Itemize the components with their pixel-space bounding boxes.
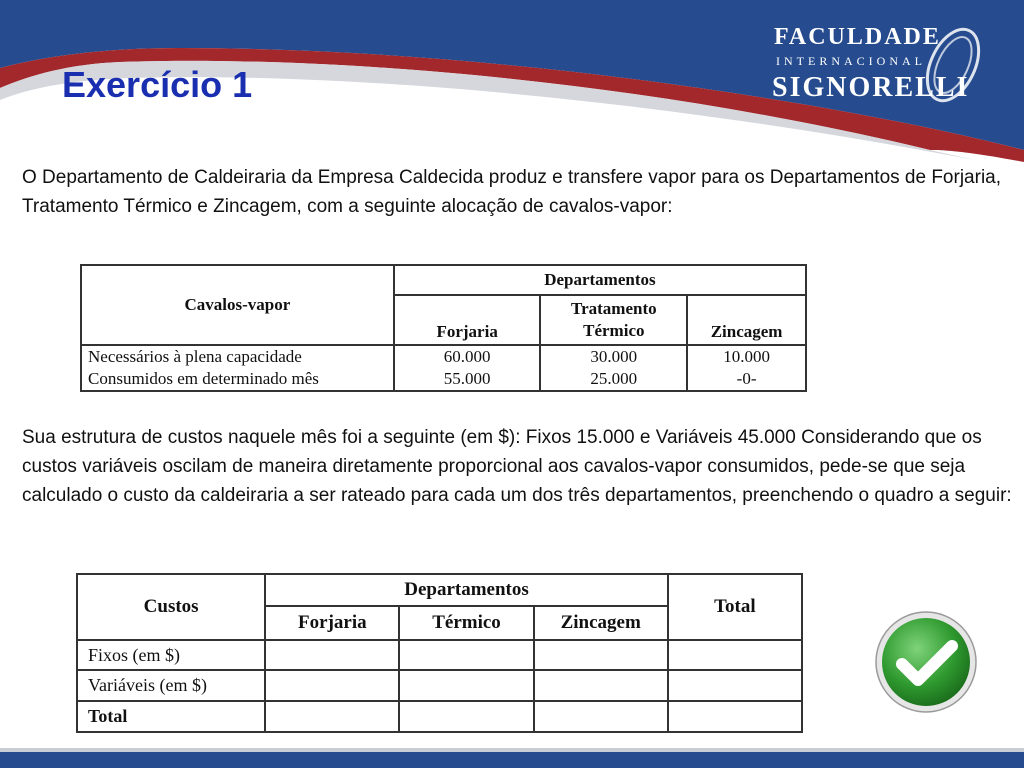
column-header: Zincagem xyxy=(534,606,668,640)
group-header: Departamentos xyxy=(394,265,806,295)
empty-cell xyxy=(399,670,533,701)
table-row-header: Cavalos-vapor xyxy=(81,265,394,345)
column-header: Térmico xyxy=(399,606,533,640)
total-header: Total xyxy=(668,574,802,640)
row-label: Fixos (em $) xyxy=(77,640,265,670)
empty-cell xyxy=(668,640,802,670)
table-row-header: Custos xyxy=(77,574,265,640)
page-title: Exercício 1 xyxy=(62,64,253,105)
cell-value: 60.000 xyxy=(394,345,541,368)
row-label: Total xyxy=(77,701,265,732)
column-header: Forjaria xyxy=(394,295,541,345)
empty-cell xyxy=(534,701,668,732)
intro-paragraph: O Departamento de Caldeiraria da Empresa Caldecida produz e transfere vapor para os Departamentos de Forjaria, Tratamento Térmico e Zincagem, com a seguinte alocação de cavalos-vapor: xyxy=(22,167,1002,217)
logo-ring-icon xyxy=(918,22,988,108)
institution-logo: FACULDADE INTERNACIONAL SIGNORELLI xyxy=(768,20,998,110)
table-row xyxy=(81,368,806,391)
cell-value: 30.000 xyxy=(540,345,687,368)
empty-cell xyxy=(265,670,399,701)
cell-value: -0- xyxy=(687,368,806,391)
row-label: Necessários à plena capacidade xyxy=(81,345,394,368)
empty-cell xyxy=(265,701,399,732)
cell-value: 25.000 xyxy=(540,368,687,391)
table-row xyxy=(77,670,802,701)
column-header: Forjaria xyxy=(265,606,399,640)
cost-paragraph: Sua estrutura de custos naquele mês foi a seguinte (em $): Fixos 15.000 e Variáveis 45.000 Considerando que os custos variáveis oscilam de maneira diretamente proporcional aos cavalos-vapor consumidos, pede-se que seja calculado o custo da caldeiraria a ser rateado para cada um dos três departamentos, preenchendo o quadro a seguir: xyxy=(22,427,1012,506)
row-label: Consumidos em determinado mês xyxy=(81,368,394,391)
checkmark-icon[interactable] xyxy=(872,608,980,716)
column-header: Tratamento Térmico xyxy=(540,295,687,345)
cell-value: 10.000 xyxy=(687,345,806,368)
cost-allocation-table xyxy=(76,573,803,733)
table-row xyxy=(81,345,806,368)
empty-cell xyxy=(668,670,802,701)
empty-cell xyxy=(399,701,533,732)
row-label: Variáveis (em $) xyxy=(77,670,265,701)
footer-bar xyxy=(0,752,1024,768)
table-row xyxy=(77,640,802,670)
empty-cell xyxy=(534,640,668,670)
group-header: Departamentos xyxy=(265,574,668,606)
empty-cell xyxy=(534,670,668,701)
empty-cell xyxy=(399,640,533,670)
horsepower-table xyxy=(80,264,807,392)
empty-cell xyxy=(668,701,802,732)
cell-value: 55.000 xyxy=(394,368,541,391)
table-row xyxy=(77,701,802,732)
empty-cell xyxy=(265,640,399,670)
column-header: Zincagem xyxy=(687,295,806,345)
